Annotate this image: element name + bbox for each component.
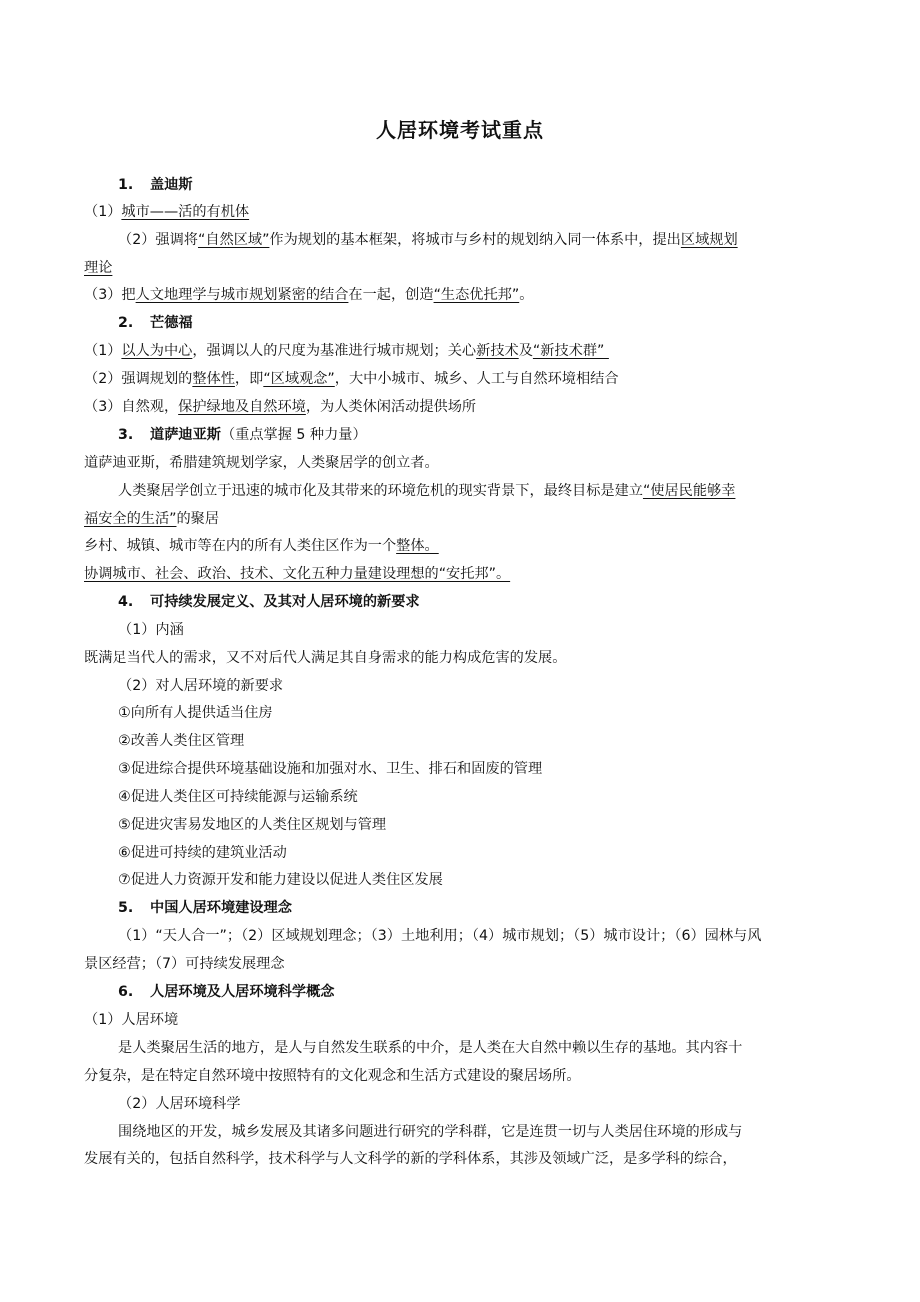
text-run: 人类聚居学创立于迅速的城市化及其带来的环境危机的现实背景下，最终目标是建立: [118, 483, 643, 499]
text-run: （3）把: [84, 287, 136, 303]
text-run: 6.: [118, 984, 134, 1000]
section-6-para-2-line-1: 围绕地区的开发，城乡发展及其诸多问题进行研究的学科群，它是连贯一切与人类居住环境的形成与: [118, 1124, 743, 1140]
text-run: 整体。: [396, 538, 439, 554]
section-3-line-4: [84, 536, 439, 556]
section-5-line-1: （1）“天人合一”；（2）区域规划理念；（3）土地利用；（4）城市规划；（5）城市设计；（6）园林与风: [118, 928, 762, 944]
text-run: 的聚居: [176, 511, 220, 527]
section-2-line-1: [84, 341, 609, 361]
section-2-line-2: [84, 369, 619, 389]
section-3-line-1: 道萨迪亚斯，希腊建筑规划学家，人类聚居学的创立者。: [84, 455, 439, 471]
section-1-line-2: [118, 230, 738, 250]
text-run: 芒德福: [150, 315, 193, 331]
text-run: 人文地理学与城市规划紧密的结合: [135, 287, 349, 303]
section-3-line-2: [118, 481, 735, 501]
text-run: 盖迪斯: [150, 177, 193, 193]
text-run: 保护绿地及自然环境: [178, 399, 306, 415]
section-1-line-1: [84, 202, 249, 222]
section-4-sub-2: （2）对人居环境的新要求: [118, 678, 284, 694]
section-6-para-1-line-2: 分复杂，是在特定自然环境中按照特有的文化观念和生活方式建设的聚居场所。: [84, 1068, 581, 1084]
section-5-line-2: 景区经营；（7）可持续发展理念: [84, 956, 285, 972]
text-run: “自然区域”: [197, 232, 270, 248]
text-run: “新技术群”: [532, 343, 609, 359]
text-run: 作为规划的基本框架，将城市与乡村的规划纳入同一体系中，提出: [269, 232, 681, 248]
text-run: 5.: [118, 900, 134, 916]
requirement-item: ③促进综合提供环境基础设施和加强对水、卫生、排石和固废的管理: [118, 761, 543, 777]
section-4-definition: 既满足当代人的需求，又不对后代人满足其自身需求的能力构成危害的发展。: [84, 650, 567, 666]
section-1-line-3: [84, 285, 533, 305]
text-run: 福安全的生活”: [84, 511, 177, 527]
text-run: ，为人类休闲活动提供场所: [305, 399, 477, 415]
text-run: （重点掌握 5 种力量）: [220, 427, 367, 443]
text-run: 理论: [84, 260, 113, 276]
text-run: 人居环境及人居环境科学概念: [150, 984, 335, 1000]
text-run: 2.: [118, 315, 134, 331]
text-run: （3）自然观，: [84, 399, 179, 415]
text-run: 新技术: [476, 343, 519, 359]
requirement-item: ④促进人类住区可持续能源与运输系统: [118, 789, 358, 805]
section-6-heading: [118, 982, 334, 1002]
text-run: 及: [518, 343, 533, 359]
text-run: 道萨迪亚斯: [150, 427, 221, 443]
document-title: 人居环境考试重点: [376, 118, 544, 142]
section-4-heading: [118, 592, 420, 612]
section-6-sub-1: （1）人居环境: [84, 1012, 179, 1028]
text-run: ，强调以人的尺度为基准进行城市规划；关心: [192, 343, 477, 359]
requirement-item: ⑦促进人力资源开发和能力建设以促进人类住区发展: [118, 872, 443, 888]
section-6-para-1-line-1: 是人类聚居生活的地方，是人与自然发生联系的中介，是人类在大自然中赖以生存的基地。其内容十: [118, 1040, 743, 1056]
text-run: “使居民能够幸: [642, 483, 736, 499]
section-1-heading: [118, 175, 193, 195]
text-run: （2）强调规划的: [84, 371, 193, 387]
text-run: 整体性: [192, 371, 235, 387]
text-run: 。: [519, 287, 534, 303]
text-run: ，大中小城市、城乡、人工与自然环境相结合: [334, 371, 619, 387]
text-run: 区域规划: [680, 232, 738, 248]
text-run: ，即: [234, 371, 264, 387]
text-run: 以人为中心: [121, 343, 193, 359]
text-run: 城市——活的有机体: [121, 204, 250, 220]
section-6-para-2-line-2: 发展有关的，包括自然科学，技术科学与人文科学的新的学科体系，其涉及领域广泛，是多学科的综合，: [84, 1151, 737, 1167]
text-run: 中国人居环境建设理念: [150, 900, 292, 916]
text-run: “生态优托邦”: [433, 287, 520, 303]
section-5-heading: [118, 898, 292, 918]
text-run: “区域观念”: [263, 371, 335, 387]
text-run: 1.: [118, 177, 134, 193]
text-run: （1）: [84, 204, 122, 220]
text-run: （2）强调将: [118, 232, 198, 248]
section-2-line-3: [84, 397, 476, 417]
section-3-line-5: 协调城市、社会、政治、技术、文化五种力量建设理想的“安托邦”。: [84, 566, 511, 582]
requirement-item: ②改善人类住区管理: [118, 733, 245, 749]
text-run: 3.: [118, 427, 134, 443]
section-4-sub-1: （1）内涵: [118, 622, 184, 638]
requirement-item: ①向所有人提供适当住房: [118, 705, 273, 721]
section-6-sub-2: （2）人居环境科学: [118, 1096, 241, 1112]
section-3-line-3: [84, 509, 219, 529]
text-run: （1）: [84, 343, 122, 359]
section-1-line-2-cont: [84, 258, 112, 278]
requirement-item: ⑤促进灾害易发地区的人类住区规划与管理: [118, 817, 387, 833]
text-run: 4.: [118, 594, 134, 610]
text-run: 可持续发展定义、及其对人居环境的新要求: [150, 594, 420, 610]
requirement-item: ⑥促进可持续的建筑业活动: [118, 845, 287, 861]
section-3-heading: [118, 425, 367, 445]
text-run: 在一起，创造: [348, 287, 434, 303]
text-run: 乡村、城镇、城市等在内的所有人类住区作为一个: [84, 538, 397, 554]
section-2-heading: [118, 313, 193, 333]
